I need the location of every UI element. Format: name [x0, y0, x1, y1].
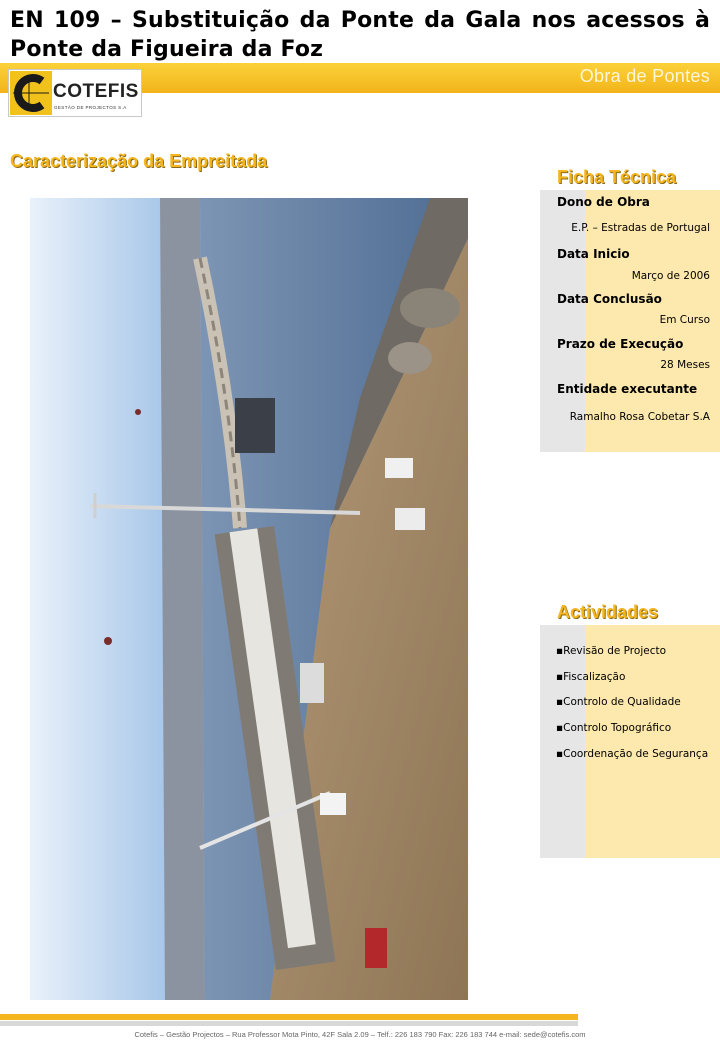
- ficha-label-dono-de-obra: Dono de Obra: [557, 195, 650, 209]
- band-label: Obra de Pontes: [579, 66, 710, 86]
- ficha-value-data-conclusao: Em Curso: [659, 314, 710, 326]
- ficha-tecnica-panel: [540, 190, 720, 452]
- section-heading-ficha-tecnica: Ficha Técnica: [557, 167, 677, 187]
- footer-accent-bar: [0, 1014, 578, 1020]
- bridge-construction-image: [30, 198, 468, 1000]
- actividade-item: ▪Revisão de Projecto: [556, 645, 667, 657]
- construction-photo: [30, 198, 468, 1000]
- ficha-label-entidade-executante: Entidade executante: [557, 382, 698, 396]
- footer-divider-bar: [0, 1021, 578, 1026]
- company-logo: [8, 69, 142, 117]
- logo-c-mark-icon: [9, 70, 53, 116]
- section-heading-actividades: Actividades: [557, 602, 659, 622]
- ficha-label-data-conclusao: Data Conclusão: [557, 292, 662, 306]
- footer-contact: Cotefis – Gestão Projectos – Rua Professor Mota Pinto, 42F Sala 2.09 – Telf.: 226 183 790 Fax: 226 183 744 e-mail: sede@cotefis.com: [134, 1030, 586, 1039]
- actividade-item: ▪Coordenação de Segurança: [556, 748, 709, 760]
- actividade-item: ▪Controlo de Qualidade: [556, 696, 681, 708]
- ficha-value-data-inicio: Março de 2006: [631, 270, 710, 282]
- logo-name: COTEFIS: [53, 81, 139, 102]
- logo-subtitle: GESTÃO DE PROJECTOS S.A: [54, 105, 127, 110]
- document-title: EN 109 – Substituição da Ponte da Gala nos acessos à Ponte da Figueira da Foz: [10, 8, 710, 62]
- actividade-item: ▪Controlo Topográfico: [556, 722, 672, 734]
- actividades-panel: [540, 625, 720, 858]
- ficha-label-data-inicio: Data Inicio: [557, 247, 630, 261]
- section-heading-caracterizacao: Caracterização da Empreitada: [10, 151, 268, 171]
- ficha-value-dono-de-obra: E.P. – Estradas de Portugal: [571, 222, 710, 234]
- actividade-item: ▪Fiscalização: [556, 671, 626, 683]
- ficha-value-entidade-executante: Ramalho Rosa Cobetar S.A: [569, 411, 710, 423]
- ficha-value-prazo-de-execucao: 28 Meses: [660, 359, 710, 371]
- ficha-label-prazo-de-execucao: Prazo de Execução: [557, 337, 684, 351]
